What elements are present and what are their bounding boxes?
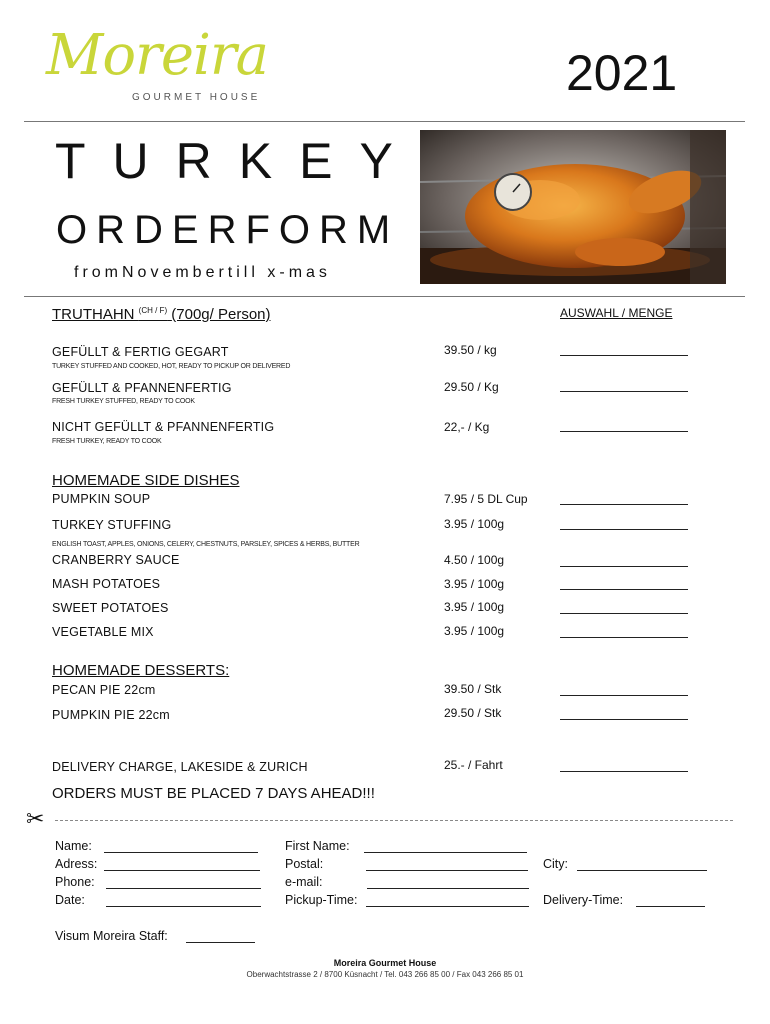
- delivery-charge-label: DELIVERY CHARGE, LAKESIDE & ZURICH: [52, 760, 308, 774]
- truthahn-heading-text: TRUTHAHN: [52, 306, 135, 323]
- first-name-label: First Name:: [285, 839, 350, 853]
- header-divider: [24, 121, 745, 122]
- footer-company: Moreira Gourmet House: [333, 958, 437, 968]
- city-label: City:: [543, 857, 568, 871]
- quantity-field[interactable]: [560, 637, 688, 638]
- item-price: 3.95 / 100g: [444, 517, 505, 531]
- truthahn-heading: [52, 306, 271, 323]
- staff-visum-field[interactable]: [186, 942, 255, 943]
- item-price: 7.95 / 5 DL Cup: [444, 492, 528, 506]
- email-field[interactable]: [367, 888, 529, 889]
- city-field[interactable]: [577, 870, 707, 871]
- title-orderform: ORDERFORM: [56, 208, 400, 252]
- staff-visum-label: Visum Moreira Staff:: [55, 929, 168, 943]
- item-name: NICHT GEFÜLLT & PFANNENFERTIG: [52, 420, 275, 434]
- brand-logo: Moreira: [46, 23, 269, 88]
- item-price: 3.95 / 100g: [444, 600, 505, 614]
- title-turkey: TURKEY: [55, 133, 420, 189]
- item-note: FRESH TURKEY, READY TO COOK: [52, 438, 162, 445]
- item-name: MASH POTATOES: [52, 577, 161, 591]
- name-field[interactable]: [104, 852, 258, 853]
- phone-label: Phone:: [55, 875, 95, 889]
- cut-line: [55, 820, 733, 821]
- item-note: ENGLISH TOAST, APPLES, ONIONS, CELERY, CHESTNUTS, PARSLEY, SPICES & HERBS, BUTTER: [52, 541, 360, 548]
- item-name: TURKEY STUFFING: [52, 518, 172, 532]
- item-note: FRESH TURKEY STUFFED, READY TO COOK: [52, 398, 195, 405]
- quantity-field[interactable]: [560, 613, 688, 614]
- quantity-field[interactable]: [560, 771, 688, 772]
- item-price: 22,- / Kg: [444, 420, 490, 434]
- brand-tagline: GOURMET HOUSE: [132, 92, 261, 103]
- sides-heading: HOMEMADE SIDE DISHES: [52, 472, 240, 489]
- item-price: 39.50 / kg: [444, 343, 497, 357]
- order-notice: ORDERS MUST BE PLACED 7 DAYS AHEAD!!!: [52, 785, 375, 802]
- date-label: Date:: [55, 893, 85, 907]
- quantity-field[interactable]: [560, 391, 688, 392]
- name-label: Name:: [55, 839, 92, 853]
- subtitle: fromNovembertill x-mas: [74, 264, 331, 281]
- first-name-field[interactable]: [364, 852, 527, 853]
- postal-label: Postal:: [285, 857, 324, 871]
- quantity-field[interactable]: [560, 529, 688, 530]
- adress-field[interactable]: [104, 870, 260, 871]
- item-name: SWEET POTATOES: [52, 601, 169, 615]
- date-field[interactable]: [106, 906, 261, 907]
- column-header-selection: AUSWAHL / MENGE: [560, 306, 673, 320]
- item-name: PECAN PIE 22cm: [52, 683, 156, 697]
- truthahn-portion: (700g/ Person): [171, 306, 271, 323]
- adress-label: Adress:: [55, 857, 98, 871]
- item-price: 29.50 / Kg: [444, 380, 499, 394]
- roast-turkey-photo: [420, 130, 726, 284]
- email-label: e-mail:: [285, 875, 323, 889]
- pickup-time-label: Pickup-Time:: [285, 893, 358, 907]
- quantity-field[interactable]: [560, 355, 688, 356]
- item-note: TURKEY STUFFED AND COOKED, HOT, READY TO PICKUP OR DELIVERED: [52, 363, 291, 370]
- quantity-field[interactable]: [560, 566, 688, 567]
- item-price: 39.50 / Stk: [444, 682, 502, 696]
- item-price: 3.95 / 100g: [444, 624, 505, 638]
- item-name: PUMPKIN SOUP: [52, 492, 151, 506]
- item-name: GEFÜLLT & PFANNENFERTIG: [52, 381, 232, 395]
- quantity-field[interactable]: [560, 719, 688, 720]
- item-name: VEGETABLE MIX: [52, 625, 154, 639]
- truthahn-origin: (CH / F): [138, 306, 168, 315]
- phone-field[interactable]: [106, 888, 261, 889]
- year: 2021: [566, 45, 678, 101]
- quantity-field[interactable]: [560, 589, 688, 590]
- delivery-charge-price: 25.- / Fahrt: [444, 758, 503, 772]
- delivery-time-field[interactable]: [636, 906, 705, 907]
- delivery-time-label: Delivery-Time:: [543, 893, 624, 907]
- item-name: GEFÜLLT & FERTIG GEGART: [52, 345, 229, 359]
- quantity-field[interactable]: [560, 695, 688, 696]
- pickup-time-field[interactable]: [366, 906, 529, 907]
- quantity-field[interactable]: [560, 431, 688, 432]
- footer-address: Oberwachtstrasse 2 / 8700 Küsnacht / Tel. 043 266 85 00 / Fax 043 266 85 01: [246, 970, 524, 979]
- item-name: PUMPKIN PIE 22cm: [52, 708, 170, 722]
- section-divider: [24, 296, 745, 297]
- quantity-field[interactable]: [560, 504, 688, 505]
- postal-field[interactable]: [366, 870, 528, 871]
- item-price: 29.50 / Stk: [444, 706, 502, 720]
- desserts-heading: HOMEMADE DESSERTS:: [52, 662, 230, 679]
- item-price: 4.50 / 100g: [444, 553, 505, 567]
- scissors-icon: ✂: [26, 806, 45, 831]
- item-price: 3.95 / 100g: [444, 577, 505, 591]
- item-name: CRANBERRY SAUCE: [52, 553, 180, 567]
